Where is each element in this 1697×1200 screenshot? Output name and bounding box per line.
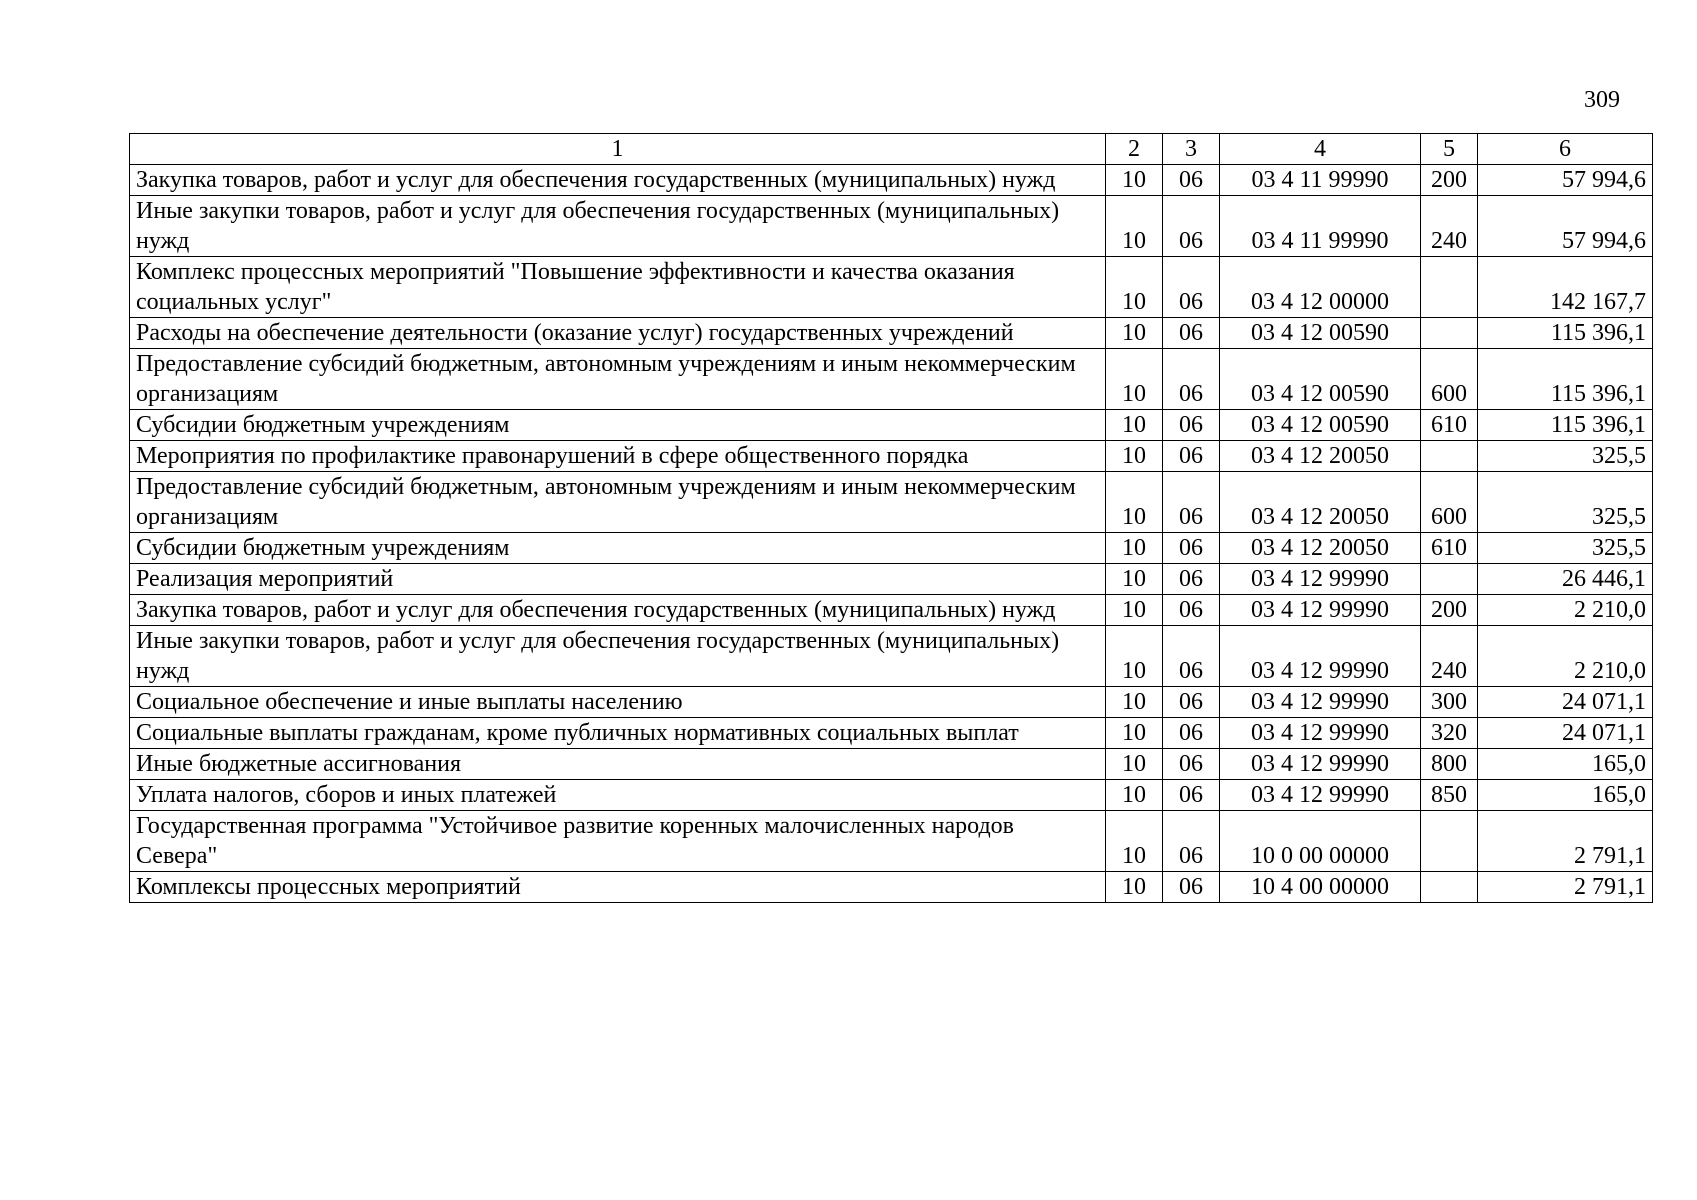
row-description: Субсидии бюджетным учреждениям (130, 410, 1106, 441)
row-expense-type (1421, 441, 1478, 472)
row-target-code: 03 4 12 99990 (1220, 626, 1421, 687)
row-subsection: 06 (1163, 533, 1220, 564)
table-row (130, 564, 1653, 595)
row-target-code: 03 4 12 20050 (1220, 441, 1421, 472)
row-expense-type: 200 (1421, 595, 1478, 626)
row-description: Комплекс процессных мероприятий "Повышение эффективности и качества оказания социальных услуг" (130, 257, 1106, 318)
row-amount: 24 071,1 (1478, 687, 1653, 718)
table-row (130, 533, 1653, 564)
row-description: Уплата налогов, сборов и иных платежей (130, 780, 1106, 811)
row-expense-type (1421, 318, 1478, 349)
table-row (130, 165, 1653, 196)
row-amount: 115 396,1 (1478, 318, 1653, 349)
row-description: Иные закупки товаров, работ и услуг для обеспечения государственных (муниципальных) нужд (130, 626, 1106, 687)
row-target-code: 03 4 12 99990 (1220, 687, 1421, 718)
column-header-3: 3 (1163, 134, 1220, 165)
table-row (130, 472, 1653, 533)
row-subsection: 06 (1163, 349, 1220, 410)
row-target-code: 03 4 12 99990 (1220, 718, 1421, 749)
row-description: Социальные выплаты гражданам, кроме публичных нормативных социальных выплат (130, 718, 1106, 749)
row-subsection: 06 (1163, 318, 1220, 349)
column-header-4: 4 (1220, 134, 1421, 165)
row-amount: 165,0 (1478, 749, 1653, 780)
row-target-code: 10 4 00 00000 (1220, 872, 1421, 903)
table-row (130, 749, 1653, 780)
row-amount: 2 791,1 (1478, 872, 1653, 903)
row-target-code: 03 4 12 99990 (1220, 780, 1421, 811)
row-section: 10 (1106, 687, 1163, 718)
row-expense-type: 850 (1421, 780, 1478, 811)
row-description: Субсидии бюджетным учреждениям (130, 533, 1106, 564)
row-subsection: 06 (1163, 441, 1220, 472)
row-subsection: 06 (1163, 165, 1220, 196)
row-subsection: 06 (1163, 872, 1220, 903)
row-description: Закупка товаров, работ и услуг для обеспечения государственных (муниципальных) нужд (130, 165, 1106, 196)
row-amount: 26 446,1 (1478, 564, 1653, 595)
table-body (130, 165, 1653, 903)
table-row (130, 441, 1653, 472)
table-row (130, 626, 1653, 687)
column-header-2: 2 (1106, 134, 1163, 165)
row-amount: 2 791,1 (1478, 811, 1653, 872)
row-section: 10 (1106, 472, 1163, 533)
table-row (130, 410, 1653, 441)
row-target-code: 10 0 00 00000 (1220, 811, 1421, 872)
row-subsection: 06 (1163, 626, 1220, 687)
row-subsection: 06 (1163, 196, 1220, 257)
row-amount: 325,5 (1478, 441, 1653, 472)
row-subsection: 06 (1163, 718, 1220, 749)
row-amount: 57 994,6 (1478, 196, 1653, 257)
row-section: 10 (1106, 257, 1163, 318)
row-section: 10 (1106, 780, 1163, 811)
row-expense-type (1421, 872, 1478, 903)
row-amount: 57 994,6 (1478, 165, 1653, 196)
row-section: 10 (1106, 564, 1163, 595)
row-target-code: 03 4 12 99990 (1220, 749, 1421, 780)
row-expense-type: 600 (1421, 349, 1478, 410)
table-header-row (130, 134, 1653, 165)
row-target-code: 03 4 11 99990 (1220, 165, 1421, 196)
row-target-code: 03 4 12 99990 (1220, 595, 1421, 626)
table-row (130, 595, 1653, 626)
row-expense-type: 240 (1421, 196, 1478, 257)
table-row (130, 318, 1653, 349)
row-expense-type: 610 (1421, 410, 1478, 441)
row-amount: 2 210,0 (1478, 595, 1653, 626)
column-header-6: 6 (1478, 134, 1653, 165)
row-expense-type (1421, 564, 1478, 595)
table-row (130, 196, 1653, 257)
column-header-1: 1 (130, 134, 1106, 165)
row-description: Социальное обеспечение и иные выплаты населению (130, 687, 1106, 718)
row-expense-type: 320 (1421, 718, 1478, 749)
row-description: Иные бюджетные ассигнования (130, 749, 1106, 780)
row-target-code: 03 4 12 20050 (1220, 533, 1421, 564)
row-target-code: 03 4 12 20050 (1220, 472, 1421, 533)
row-expense-type (1421, 811, 1478, 872)
row-expense-type (1421, 257, 1478, 318)
row-description: Мероприятия по профилактике правонарушений в сфере общественного порядка (130, 441, 1106, 472)
row-section: 10 (1106, 533, 1163, 564)
row-expense-type: 200 (1421, 165, 1478, 196)
row-target-code: 03 4 12 99990 (1220, 564, 1421, 595)
row-amount: 325,5 (1478, 472, 1653, 533)
row-description: Предоставление субсидий бюджетным, автономным учреждениям и иным некоммерческим организациям (130, 349, 1106, 410)
row-section: 10 (1106, 196, 1163, 257)
table-row (130, 257, 1653, 318)
row-amount: 142 167,7 (1478, 257, 1653, 318)
row-subsection: 06 (1163, 687, 1220, 718)
row-target-code: 03 4 12 00590 (1220, 410, 1421, 441)
page-number: 309 (1584, 87, 1620, 113)
row-subsection: 06 (1163, 780, 1220, 811)
row-section: 10 (1106, 595, 1163, 626)
row-amount: 24 071,1 (1478, 718, 1653, 749)
row-target-code: 03 4 11 99990 (1220, 196, 1421, 257)
table-row (130, 718, 1653, 749)
row-section: 10 (1106, 718, 1163, 749)
row-amount: 115 396,1 (1478, 349, 1653, 410)
row-description: Комплексы процессных мероприятий (130, 872, 1106, 903)
row-target-code: 03 4 12 00590 (1220, 318, 1421, 349)
row-subsection: 06 (1163, 749, 1220, 780)
row-target-code: 03 4 12 00000 (1220, 257, 1421, 318)
row-amount: 325,5 (1478, 533, 1653, 564)
row-description: Предоставление субсидий бюджетным, автономным учреждениям и иным некоммерческим организациям (130, 472, 1106, 533)
row-section: 10 (1106, 811, 1163, 872)
column-header-5: 5 (1421, 134, 1478, 165)
row-target-code: 03 4 12 00590 (1220, 349, 1421, 410)
row-expense-type: 300 (1421, 687, 1478, 718)
table-row (130, 811, 1653, 872)
row-description: Иные закупки товаров, работ и услуг для обеспечения государственных (муниципальных) нужд (130, 196, 1106, 257)
row-subsection: 06 (1163, 595, 1220, 626)
row-section: 10 (1106, 441, 1163, 472)
row-subsection: 06 (1163, 472, 1220, 533)
row-description: Расходы на обеспечение деятельности (оказание услуг) государственных учреждений (130, 318, 1106, 349)
row-section: 10 (1106, 749, 1163, 780)
budget-table (129, 133, 1653, 903)
row-description: Реализация мероприятий (130, 564, 1106, 595)
row-section: 10 (1106, 165, 1163, 196)
row-section: 10 (1106, 318, 1163, 349)
row-subsection: 06 (1163, 811, 1220, 872)
row-section: 10 (1106, 410, 1163, 441)
row-expense-type: 240 (1421, 626, 1478, 687)
row-subsection: 06 (1163, 564, 1220, 595)
table-row (130, 872, 1653, 903)
row-description: Закупка товаров, работ и услуг для обеспечения государственных (муниципальных) нужд (130, 595, 1106, 626)
row-amount: 165,0 (1478, 780, 1653, 811)
row-expense-type: 600 (1421, 472, 1478, 533)
table-row (130, 780, 1653, 811)
row-subsection: 06 (1163, 257, 1220, 318)
table-row (130, 687, 1653, 718)
row-amount: 115 396,1 (1478, 410, 1653, 441)
row-section: 10 (1106, 872, 1163, 903)
row-section: 10 (1106, 349, 1163, 410)
row-description: Государственная программа "Устойчивое развитие коренных малочисленных народов Севера" (130, 811, 1106, 872)
row-expense-type: 610 (1421, 533, 1478, 564)
table-row (130, 349, 1653, 410)
row-subsection: 06 (1163, 410, 1220, 441)
row-expense-type: 800 (1421, 749, 1478, 780)
row-amount: 2 210,0 (1478, 626, 1653, 687)
row-section: 10 (1106, 626, 1163, 687)
